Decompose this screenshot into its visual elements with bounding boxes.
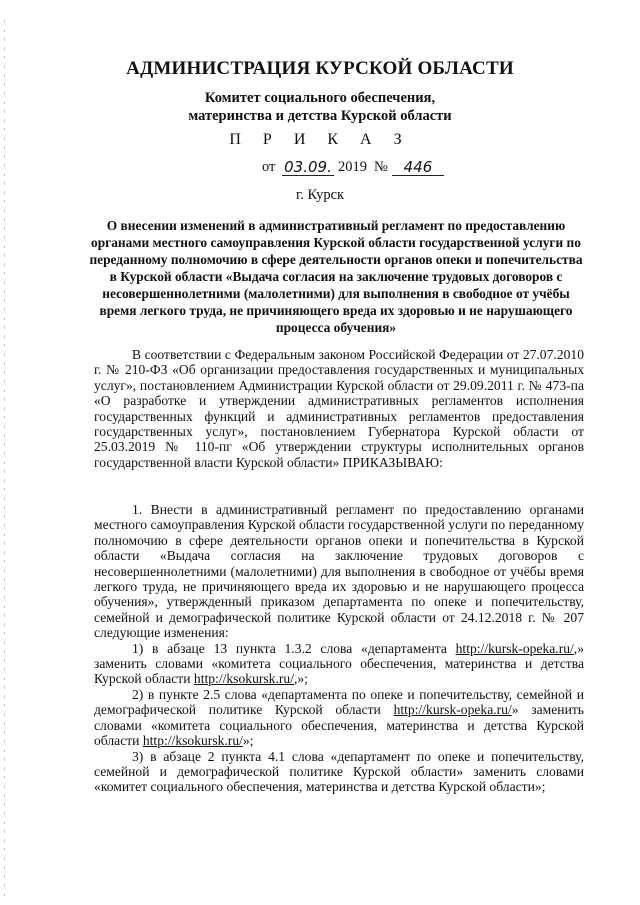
subitem-2-text-a: 2) в пункте 2.5 слова «департамента по опеке и попечительству, семейной и демографической политике Курской области <box>94 686 584 718</box>
subitem-1-link-old[interactable]: http://kursk-opeka.ru/ <box>455 640 574 656</box>
scan-edge-marks <box>4 20 5 900</box>
handwritten-date: 03.09. <box>282 159 334 176</box>
city-line: г. Курск <box>295 187 345 203</box>
document-title: О внесении изменений в административный регламент по предоставлению органами местного самоуправления Курской области государственной услуги по переданному полномочию в сфере деятельности органов опеки и попечительства в Курской области «Выдача согласия на заключение трудовых договоров с несовершеннолетними (малолетними) для выполнения в свободное от учёбы время легкого труда, не причиняющего вреда их здоровью и не нарушающего процесса обучения» <box>89 218 583 335</box>
subitem-1-text-c: ,»; <box>293 671 308 687</box>
order-items-block <box>94 502 584 795</box>
preamble-block <box>94 347 584 470</box>
item-1-paragraph: 1. Внести в административный регламент по предоставлению органами местного самоуправления Курской области государственной услуги по переданному полномочию в сфере деятельности органов опеки и попечительства в Курской области «Выдача согласия на заключение трудовых договоров с несовершеннолетними (малолетними) для выполнения в свободное от учёбы время легкого труда, не причиняющего вреда их здоровью и не нарушающего процесса обучения», утвержденный приказом департамента по опеке и попечительству, семейной и демографической политике Курской области от 24.12.2018 г. № 207 следующие изменения: <box>94 502 584 641</box>
subitem-1-text-a: 1) в абзаце 13 пункта 1.3.2 слова «департамента <box>132 640 456 656</box>
subitem-1-link-new[interactable]: http://ksokursk.ru/ <box>193 671 294 687</box>
administration-heading: АДМИНИСТРАЦИЯ КУРСКОЙ ОБЛАСТИ <box>126 58 514 79</box>
order-heading: П Р И К А З <box>229 131 411 148</box>
subitem-2-link-old[interactable]: http://kursk-opeka.ru/ <box>393 702 512 718</box>
order-date-number-line <box>262 159 462 181</box>
from-label: от <box>262 159 276 175</box>
subitem-1-paragraph <box>94 641 584 687</box>
handwritten-number: 446 <box>392 159 444 176</box>
committee-line-2: материнства и детства Курской области <box>188 108 452 124</box>
committee-heading <box>0 89 640 125</box>
subitem-2-text-c: »; <box>242 733 254 749</box>
order-year: 2019 <box>338 159 367 175</box>
number-label: № <box>374 159 388 175</box>
subitem-3-paragraph: 3) в абзаце 2 пункта 4.1 слова «департамент по опеке и попечительству, семейной и демографической политике Курской области» заменить словами «комитет социального обеспечения, материнства и детства Курской области»; <box>94 748 584 795</box>
committee-line-1: Комитет социального обеспечения, <box>204 90 436 106</box>
subitem-2-link-new[interactable]: http://ksokursk.ru/ <box>142 733 243 749</box>
subitem-2-text-b: » заменить словами «комитета социального обеспечения, материнства и детства Курской области <box>94 702 584 749</box>
preamble-paragraph: В соответствии с Федеральным законом Российской Федерации от 27.07.2010 г. № 210-ФЗ «Об организации предоставления государственных и муниципальных услуг», постановлением Администрации Курской области от 29.09.2011 г. № 473-па «О разработке и утверждении административных регламентов исполнения государственных функций и административных регламентов предоставления государственных услуг», постановлением Губернатора Курской области от 25.03.2019 № 110-пг «Об утверждении структуры исполнительных органов государственной власти Курской области» ПРИКАЗЫВАЮ: <box>94 347 584 470</box>
subitem-1-text-b: ,» заменить словами «комитета социального обеспечения, материнства и детства Курской области <box>94 640 584 687</box>
subitem-2-paragraph <box>94 687 584 749</box>
